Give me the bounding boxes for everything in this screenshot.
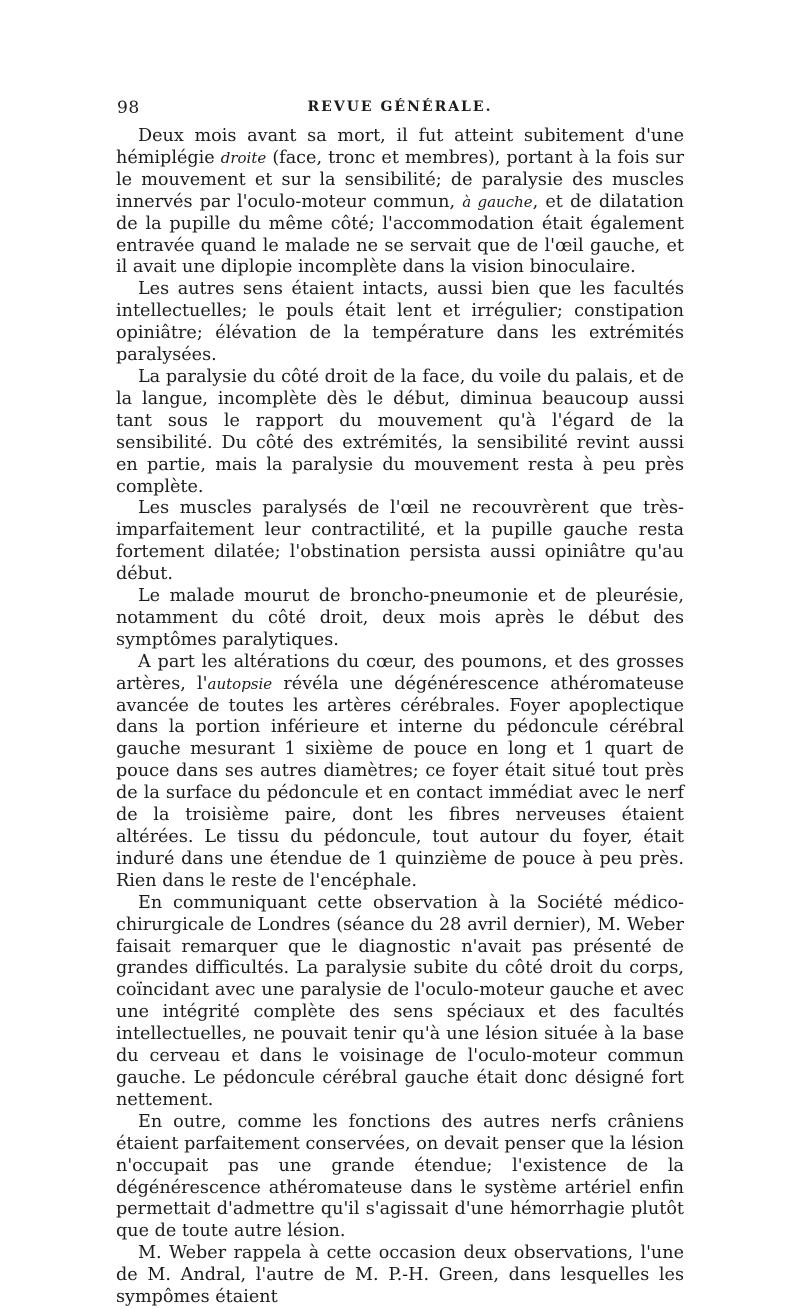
text-run: M. Weber rappela à cette occasion deux observations, l'une de M. Andral, l'autre de M. P.-H. Green, dans lesquelles les sympômes étaient xyxy=(116,1243,684,1308)
text-run: Le malade mourut de broncho-pneumonie et de pleurésie, notamment du côté droit, deux mois après le début des symptômes paralytiques. xyxy=(116,586,684,650)
paragraph xyxy=(116,1243,684,1309)
text-run: En outre, comme les fonctions des autres nerfs crâniens étaient parfaitement conservées, on devait penser que la lésion n'occupait pas une grande étendue; l'existence de la dégénérescence athéromateuse dans le système artériel enfin permettait d'admettre qu'il s'agissait d'une hémorrhagie plutôt que de toute autre lésion. xyxy=(116,1111,684,1242)
paragraph xyxy=(116,498,684,586)
text-run: A part les altérations du cœur, des poumons, et des grosses artères, l' xyxy=(116,651,684,694)
page-number: 98 xyxy=(117,98,140,118)
paragraph xyxy=(116,367,684,498)
italic-text: autopsie xyxy=(207,674,273,693)
text-run: La paralysie du côté droit de la face, du voile du palais, et de la langue, incomplète dès le début, diminua beaucoup aussi tant sous le rapport du mouvement qu'à l'égard de la sensibilité. Du côté des extrémités, la sensibilité revint aussi en partie, mais la paralysie du mouvement resta à peu près complète. xyxy=(116,366,684,497)
text-run: Les autres sens étaient intacts, aussi bien que les facultés intellectuelles; le pouls était lent et irrégulier; constipation opiniâtre; élévation de la température dans les extrémités paralysées. xyxy=(116,279,684,366)
paragraph xyxy=(116,279,684,367)
text-run: révéla une dégénérescence athéromateuse avancée de toutes les artères cérébrales. Foyer apoplectique dans la portion inférieure et interne du pédoncule cérébral gauche mesurant 1 sixième de pouce en long et 1 quart de pouce dans ses autres diamètres; ce foyer était situé tout près de la surface du pédoncule et en contact immédiat avec le nerf de la troisième paire, dont les fibres nerveuses étaient altérées. Le tissu du pédoncule, tout autour du foyer, était induré dans une étendue de 1 quinzième de pouce à peu près. Rien dans le reste de l'encéphale. xyxy=(116,673,684,891)
text-run: , et de dilatation de la pupille du même côté; l'accommodation était également entravée quand le malade ne se servait que de l'œil gauche, et il avait une diplopie incomplète dans la vision binoculaire. xyxy=(116,191,685,278)
running-title: REVUE GÉNÉRALE. xyxy=(307,99,493,115)
paragraph xyxy=(116,652,684,893)
paragraph xyxy=(116,1112,684,1243)
page-header xyxy=(117,98,683,122)
text-run: Les muscles paralysés de l'œil ne recouvrèrent que très-imparfaitement leur contractilité, et la pupille gauche resta fortement dilatée; l'obstination persista aussi opiniâtre qu'au début. xyxy=(116,498,684,585)
paragraph xyxy=(116,893,684,1112)
text-run: Deux mois avant sa mort, il fut atteint subitement d'une hémiplégie xyxy=(116,126,684,168)
paragraph xyxy=(116,586,684,652)
text-run: En communiquant cette observation à la Société médico-chirurgicale de Londres (séance du 28 avril dernier), M. Weber faisait remarquer que le diagnostic n'avait pas présenté de grandes difficultés. La paralysie subite du côté droit du corps, coïncidant avec une paralysie de l'oculo-moteur gauche et avec une intégrité complète des sens spéciaux et des facultés intellectuelles, ne pouvait tenir qu'à une lésion située à la base du cerveau et dans le voisinage de l'oculo-moteur commun gauche. Le pédoncule cérébral gauche était donc désigné fort nettement. xyxy=(116,892,684,1110)
body-text xyxy=(116,126,684,1309)
italic-text: à gauche xyxy=(462,192,533,211)
italic-text: droite xyxy=(220,148,267,167)
text-run: (face, tronc et membres), portant à la fois sur le mouvement et sur la sensibilité; de paralysie des muscles innervés par l'oculo-moteur commun, xyxy=(116,147,685,212)
paragraph xyxy=(116,126,684,279)
